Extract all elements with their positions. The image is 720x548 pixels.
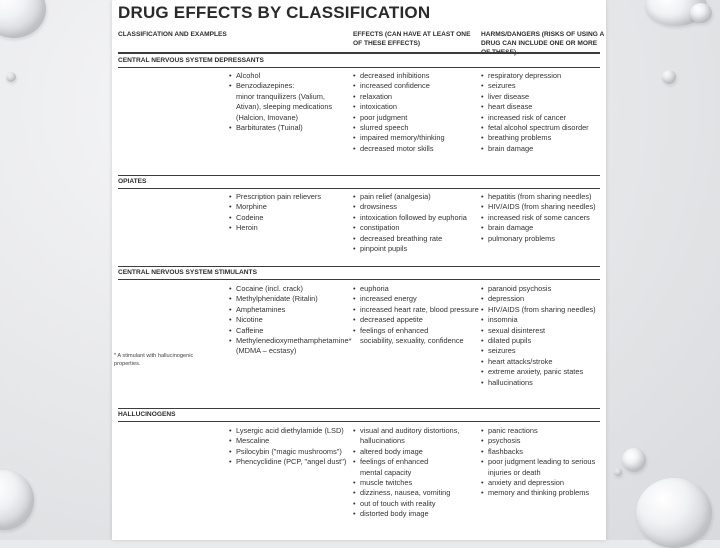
section-title-cns-stimulants: CENTRAL NERVOUS SYSTEM STIMULANTS <box>118 269 257 276</box>
list-item: • brain damage <box>481 223 596 233</box>
list-item: • Barbiturates (Tuinal) <box>229 123 332 133</box>
list-item: • dilated pupils <box>481 336 596 346</box>
list-item: • Psilocybin ("magic mushrooms") <box>229 447 346 457</box>
list-item: • heart disease <box>481 102 589 112</box>
effects-list-depressants <box>353 71 445 154</box>
list-item: • fetal alcohol spectrum disorder <box>481 123 589 133</box>
list-item: • Cocaine (incl. crack) <box>229 284 351 294</box>
list-item: • visual and auditory distortions, <box>353 426 459 436</box>
list-item: • panic reactions <box>481 426 595 436</box>
effects-list-hallucinogens <box>353 426 459 520</box>
list-item: • Mescaline <box>229 436 346 446</box>
harms-list-stimulants <box>481 284 596 388</box>
list-item: • insomnia <box>481 315 596 325</box>
list-item: • poor judgment leading to serious <box>481 457 595 467</box>
document-title: DRUG EFFECTS BY CLASSIFICATION <box>118 3 431 22</box>
effects-list-stimulants <box>353 284 479 346</box>
list-item: • Nicotine <box>229 315 351 325</box>
list-item: • feelings of enhanced <box>353 457 459 467</box>
list-item: • feelings of enhanced <box>353 326 479 336</box>
water-drop-decoration <box>614 468 622 476</box>
column-header-harms: HARMS/DANGERS (RISKS OF USING A DRUG CAN INCLUDE ONE OR MORE <box>481 31 604 47</box>
list-item-continuation: Ativan), sleeping medications <box>236 102 333 112</box>
list-item: • seizures <box>481 346 596 356</box>
list-item: • extreme anxiety, panic states <box>481 367 596 377</box>
harms-list-hallucinogens <box>481 426 595 499</box>
list-item-continuation: injuries or death <box>488 467 541 477</box>
section-title-hallucinogens: HALLUCINOGENS <box>118 411 176 418</box>
water-drop-decoration <box>662 70 676 84</box>
list-item-continuation: sociability, sexuality, confidence <box>360 336 464 346</box>
list-item: • Phencyclidine (PCP, "angel dust") <box>229 457 346 467</box>
list-item: • Methylphenidate (Ritalin) <box>229 294 351 304</box>
examples-list-depressants <box>229 71 332 133</box>
examples-list-hallucinogens <box>229 426 346 468</box>
harms-list-opiates <box>481 192 596 244</box>
list-item: • increased risk of cancer <box>481 113 589 123</box>
list-item: • Prescription pain relievers <box>229 192 321 202</box>
section-rule <box>118 266 600 267</box>
list-item-continuation: mental capacity <box>360 467 412 477</box>
list-item: • Alcohol <box>229 71 332 81</box>
harms-list-depressants <box>481 71 589 154</box>
section-rule <box>118 188 600 189</box>
list-item: • seizures <box>481 81 589 91</box>
list-item: • Lysergic acid diethylamide (LSD) <box>229 426 346 436</box>
list-item: • decreased breathing rate <box>353 234 467 244</box>
list-item: • pulmonary problems <box>481 234 596 244</box>
list-item: • flashbacks <box>481 447 595 457</box>
list-item-continuation: (Halcion, Imovane) <box>236 112 299 122</box>
list-item: • HIV/AIDS (from sharing needles) <box>481 305 596 315</box>
list-item: • out of touch with reality <box>353 499 459 509</box>
list-item: • pinpoint pupils <box>353 244 467 254</box>
list-item: • euphoria <box>353 284 479 294</box>
list-item: • increased risk of some cancers <box>481 213 596 223</box>
list-item: • hepatitis (from sharing needles) <box>481 192 596 202</box>
list-item: • paranoid psychosis <box>481 284 596 294</box>
section-rule <box>118 279 600 280</box>
list-item: • respiratory depression <box>481 71 589 81</box>
list-item: • intoxication <box>353 102 445 112</box>
list-item: • Methylenedioxymethamphetamine* <box>229 336 351 346</box>
section-title-opiates: OPIATES <box>118 178 147 185</box>
examples-list-opiates <box>229 192 321 234</box>
list-item: • anxiety and depression <box>481 478 595 488</box>
list-item: • Heroin <box>229 223 321 233</box>
water-drop-decoration <box>6 72 16 82</box>
water-drop-decoration <box>636 478 712 548</box>
header-rule <box>118 52 600 54</box>
column-header-effects: EFFECTS (CAN HAVE AT LEAST ONE OF THESE EFFECTS) <box>353 31 471 47</box>
examples-list-stimulants <box>229 284 351 357</box>
section-rule <box>118 175 600 176</box>
list-item: • HIV/AIDS (from sharing needles) <box>481 202 596 212</box>
list-item: • distorted body image <box>353 509 459 519</box>
list-item: • Caffeine <box>229 326 351 336</box>
list-item: • brain damage <box>481 144 589 154</box>
list-item: • Amphetamines <box>229 305 351 315</box>
list-item-continuation: (MDMA – ecstasy) <box>236 346 297 356</box>
list-item: • relaxation <box>353 92 445 102</box>
list-item: • memory and thinking problems <box>481 488 595 498</box>
list-item: • decreased appetite <box>353 315 479 325</box>
section-rule <box>118 408 600 409</box>
list-item-continuation: minor tranquilizers (Valium, <box>236 91 325 101</box>
list-item: • increased confidence <box>353 81 445 91</box>
list-item: • hallucinations <box>481 378 596 388</box>
list-item: • poor judgment <box>353 113 445 123</box>
list-item: • sexual disinterest <box>481 326 596 336</box>
section-title-cns-depressants: CENTRAL NERVOUS SYSTEM DEPRESSANTS <box>118 57 264 64</box>
list-item: • decreased motor skills <box>353 144 445 154</box>
list-item-continuation: hallucinations <box>360 436 405 446</box>
water-drop-decoration <box>622 448 646 472</box>
list-item: • increased energy <box>353 294 479 304</box>
section-rule <box>118 421 600 422</box>
footnote-stimulant: * A stimulant with hallucinogenic properties. <box>114 353 194 367</box>
list-item: • intoxication followed by euphoria <box>353 213 467 223</box>
list-item: • psychosis <box>481 436 595 446</box>
list-item: • Benzodiazepines: <box>229 81 332 91</box>
list-item: • heart attacks/stroke <box>481 357 596 367</box>
list-item: • impaired memory/thinking <box>353 133 445 143</box>
list-item: • muscle twitches <box>353 478 459 488</box>
water-drop-decoration <box>690 3 712 23</box>
list-item: • increased heart rate, blood pressure <box>353 305 479 315</box>
list-item: • altered body image <box>353 447 459 457</box>
list-item: • liver disease <box>481 92 589 102</box>
section-rule <box>118 67 600 68</box>
column-header-classification: CLASSIFICATION AND EXAMPLES <box>118 31 227 38</box>
list-item: • slurred speech <box>353 123 445 133</box>
list-item: • drowsiness <box>353 202 467 212</box>
effects-list-opiates <box>353 192 467 254</box>
list-item: • depression <box>481 294 596 304</box>
list-item: • constipation <box>353 223 467 233</box>
list-item: • pain relief (analgesia) <box>353 192 467 202</box>
list-item: • decreased inhibitions <box>353 71 445 81</box>
list-item: • Morphine <box>229 202 321 212</box>
list-item: • dizziness, nausea, vomiting <box>353 488 459 498</box>
list-item: • breathing problems <box>481 133 589 143</box>
list-item: • Codeine <box>229 213 321 223</box>
